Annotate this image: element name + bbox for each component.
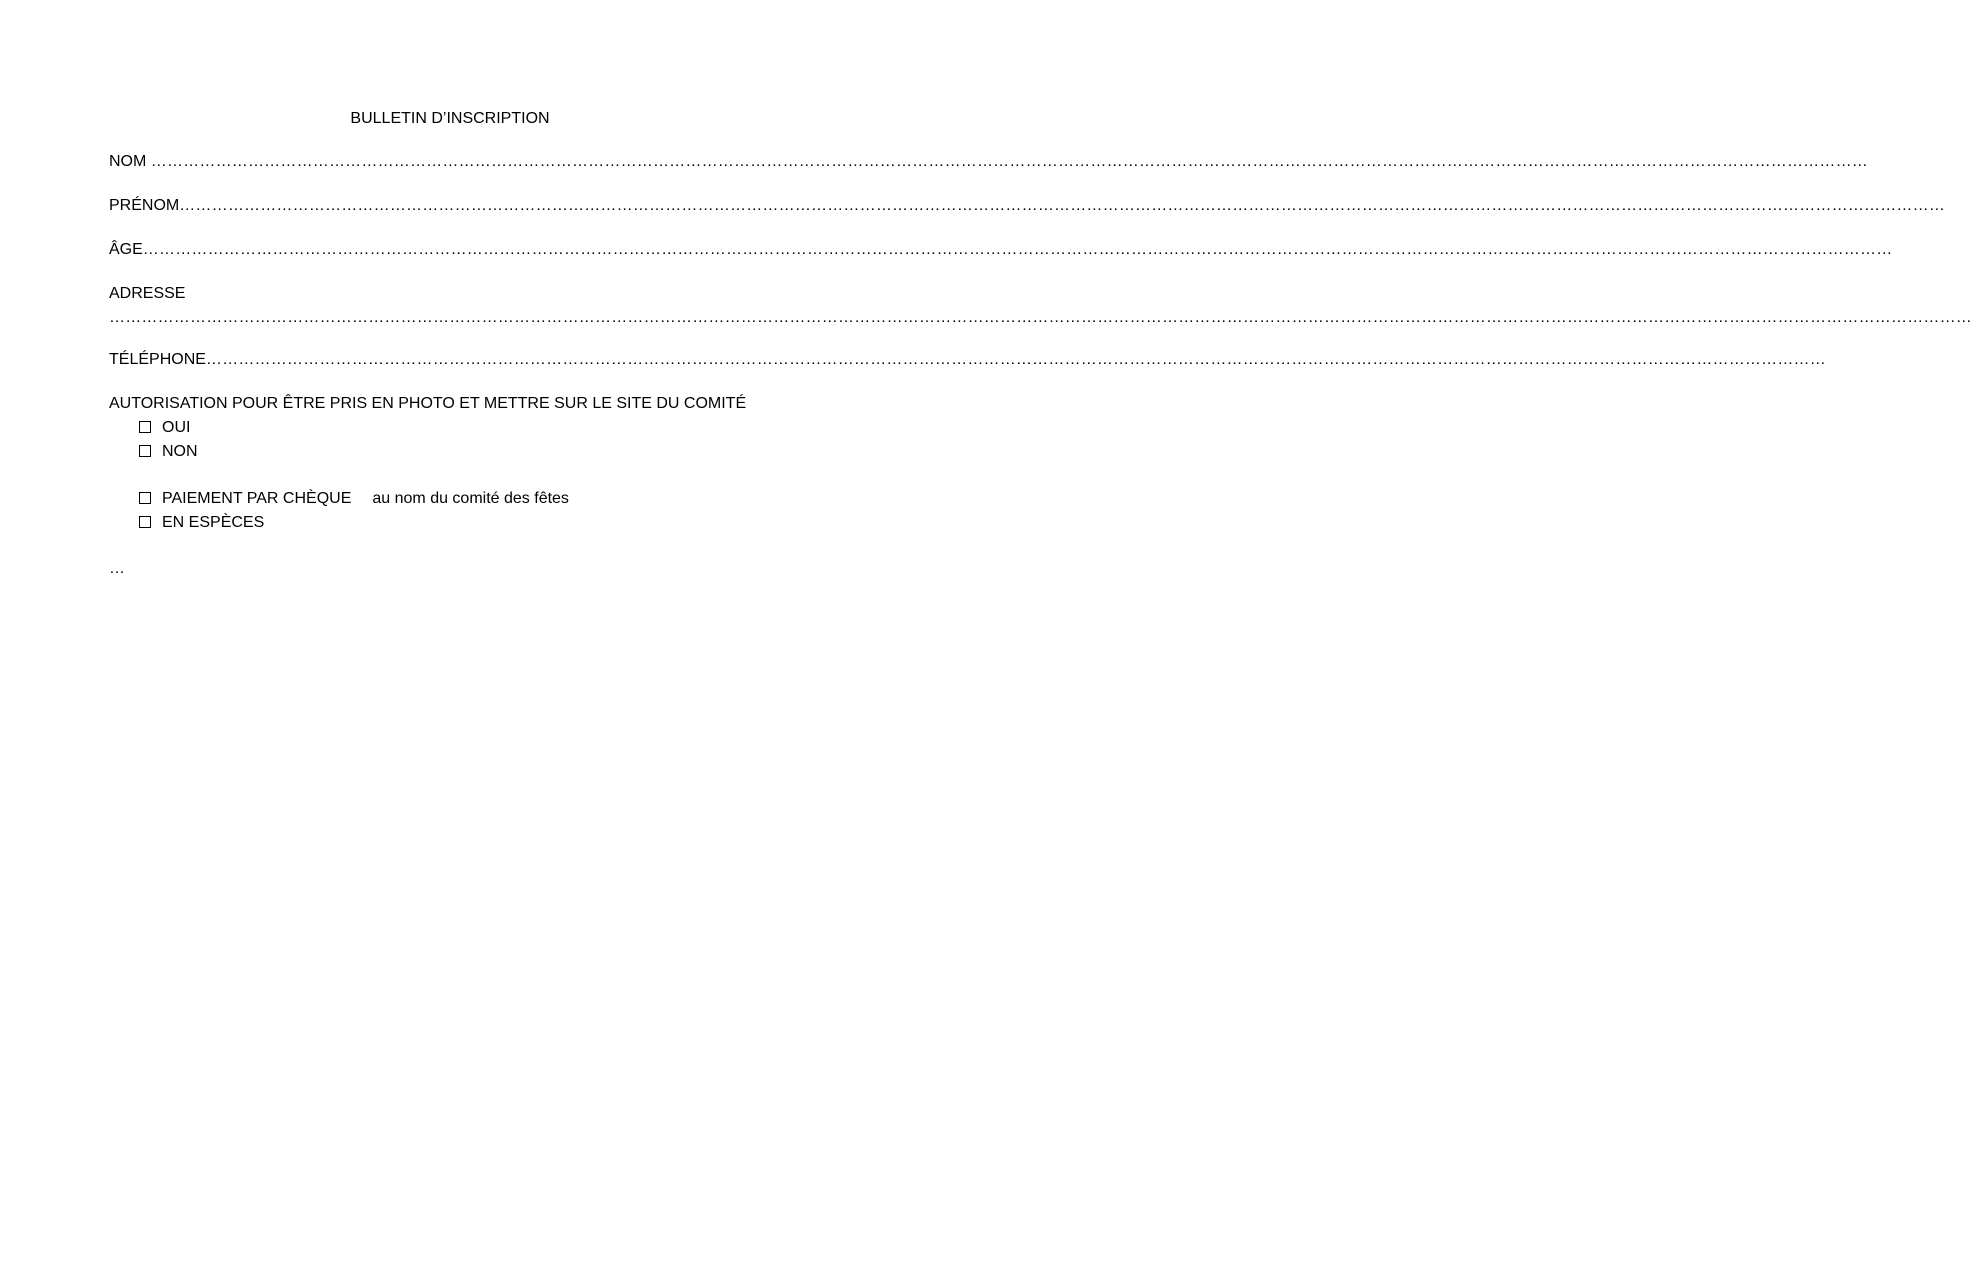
adresse-label: ADRESSE — [109, 285, 186, 302]
photo-option-oui[interactable] — [139, 418, 190, 438]
nom-field[interactable] — [109, 152, 1868, 172]
nom-label: NOM — [109, 153, 151, 170]
age-label: ÂGE — [109, 241, 143, 258]
adresse-field[interactable] — [109, 308, 1972, 328]
prenom-dots: ………………………………………………………………………………………………………………………………………………………………………………………………………………………………………………………………………………………………… — [179, 197, 1946, 214]
checkbox-icon[interactable] — [139, 492, 151, 504]
photo-authorization-question: AUTORISATION POUR ÊTRE PRIS EN PHOTO ET METTRE SUR LE SITE DU COMITÉ — [109, 395, 747, 412]
telephone-field[interactable] — [109, 350, 1826, 370]
checkbox-icon[interactable] — [139, 421, 151, 433]
telephone-label: TÉLÉPHONE — [109, 351, 206, 368]
page-title: BULLETIN D’INSCRIPTION — [350, 110, 550, 127]
photo-option-non-label: NON — [162, 443, 198, 460]
prenom-field[interactable] — [109, 196, 1946, 216]
age-dots: ……………………………………………………………………………………………………………………………………………………………………………………………………………………………………………………………………………………………… — [142, 241, 1893, 258]
photo-option-oui-label: OUI — [162, 419, 191, 436]
checkbox-icon[interactable] — [139, 445, 151, 457]
prenom-label: PRÉNOM — [109, 197, 180, 214]
photo-option-non[interactable] — [139, 442, 198, 462]
age-field[interactable] — [109, 240, 1893, 260]
cheque-note: au nom du comité des fêtes — [372, 490, 569, 507]
checkbox-icon[interactable] — [139, 516, 151, 528]
trailing-ellipsis: … — [109, 560, 125, 577]
adresse-dots: ………………………………………………………………………………………………………………………………………………………………………………………………………………………………………………………………………………………………………………… — [109, 309, 1972, 326]
payment-option-especes[interactable] — [139, 513, 264, 533]
payment-option-cheque[interactable] — [139, 489, 569, 509]
telephone-dots: ………………………………………………………………………………………………………………………………………………………………………………………………………………………………………………………………………… — [205, 351, 1826, 368]
payment-option-especes-label: EN ESPÈCES — [162, 514, 265, 531]
nom-dots: ………………………………………………………………………………………………………………………………………………………………………………………………………………………………………………………………………………………… — [150, 153, 1868, 170]
payment-option-cheque-label: PAIEMENT PAR CHÈQUE — [162, 490, 352, 507]
